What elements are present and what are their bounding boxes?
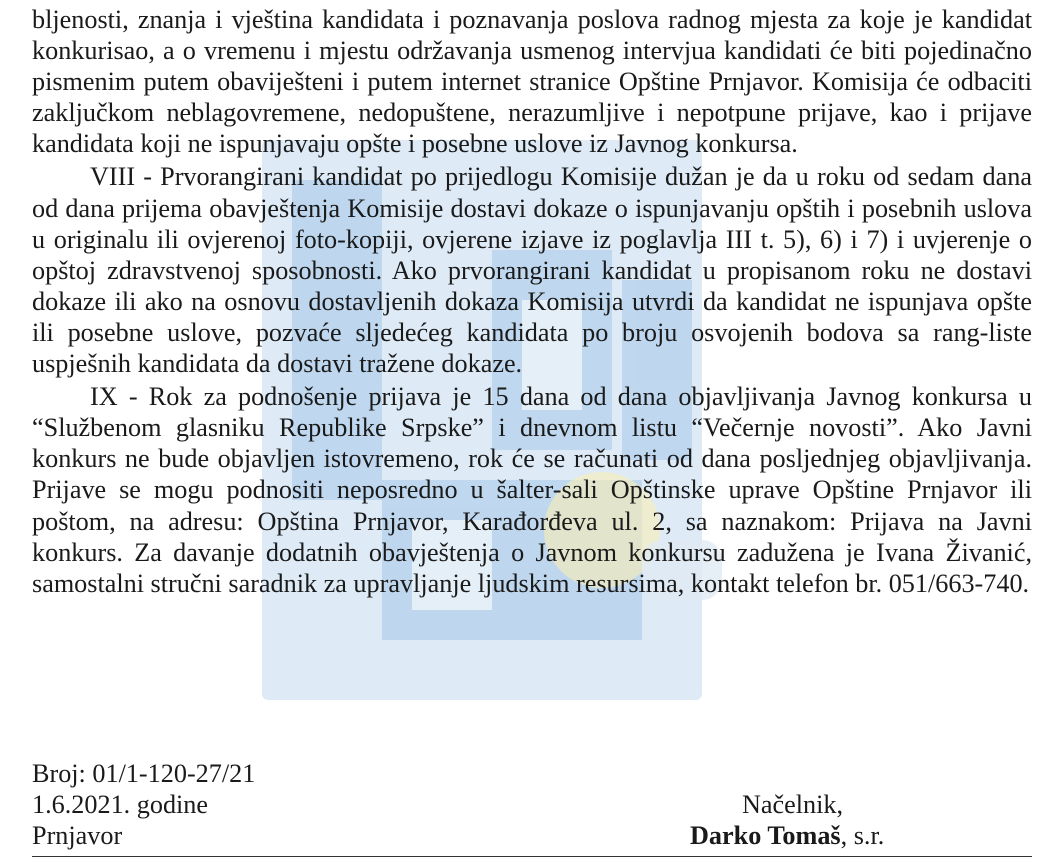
signatory-title: Načelnik, bbox=[742, 790, 844, 820]
bottom-rule bbox=[32, 856, 1032, 857]
paragraph-section-viii: VIII - Prvorangirani kandidat po prijedlogu Komisije dužan je da u roku od sedam dana od dana prijema obavještenja Komisije dostavi dokaze o ispunjavanju opštih i posebnih uslova u originalu ili ovjerenoj foto-kopiji, ovjerene izjave iz poglavlja III t. 5), 6) i 7) i uvjerenje o opštoj zdravstvenoj sposobnosti. Ako prvorangirani kandidat u propisanom roku ne dostavi dokaze ili ako na osnovu dostavljenih dokaza Komisija utvrdi da kandidat ne ispunjava opšte ili posebne uslove, pozvaće sljedećeg kandidata po broju osvojenih bodova sa rang-liste uspješnih kandidata da dostavi tražene dokaze. bbox=[32, 162, 1032, 379]
signatory-name: Darko Tomaš bbox=[690, 821, 841, 851]
document-number: Broj: 01/1-120-27/21 bbox=[32, 759, 256, 788]
document-body bbox=[32, 4, 1032, 599]
document-date: 1.6.2021. godine bbox=[32, 790, 209, 820]
signatory-suffix: , s.r. bbox=[840, 821, 885, 851]
signature-block bbox=[32, 758, 1032, 851]
signature-row-3 bbox=[32, 820, 1032, 851]
document-place: Prnjavor bbox=[32, 821, 123, 851]
paragraph-continuation: bljenosti, znanja i vještina kandidata i poznavanja poslova radnog mjesta za koje je kandidat konkurisao, a o vremenu i mjestu održavanja usmenog intervjua kandidati će biti pojedinačno pismenim putem obaviješteni i putem internet stranice Opštine Prnjavor. Komisija će odbaciti zaključkom neblagovremene, nedopuštene, nerazumljive i nepotpune prijave, kao i prijave kandidata koji ne ispunjavaju opšte i posebne uslove iz Javnog konkursa. bbox=[32, 5, 1032, 159]
signature-row-2 bbox=[32, 789, 1032, 820]
signatory-name-wrap bbox=[690, 820, 884, 851]
paragraph-section-ix: IX - Rok za podnošenje prijava je 15 dana od dana objavljivanja Javnog konkursa u “Službenom glasniku Republike Srpske” i dnevnom listu “Večernje novosti”. Ako Javni konkurs ne bude objavljen istovremeno, rok će se računati od dana posljednjeg objavljivanja. Prijave se mogu podnositi neposredno u šalter-sali Opštinske uprave Opštine Prnjavor ili poštom, na adresu: Opština Prnjavor, Karađorđeva ul. 2, sa naznakom: Prijava na Javni konkurs. Za davanje dodatnih obavještenja o Javnom konkursu zadužena je Ivana Živanić, samostalni stručni saradnik za upravljanje ljudskim resursima, kontakt telefon br. 051/663-740. bbox=[32, 382, 1032, 598]
signature-row-1 bbox=[32, 758, 1032, 789]
